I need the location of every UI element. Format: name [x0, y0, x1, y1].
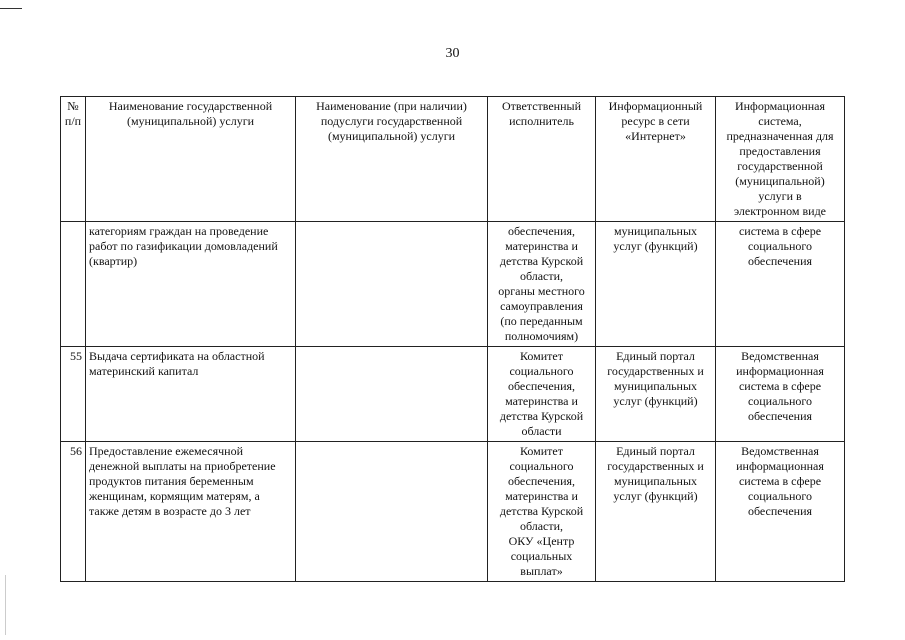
table-row — [61, 347, 845, 442]
system-cell: система в сфере социального обеспечения — [716, 222, 845, 347]
executor-cell: обеспечения, материнства и детства Курской области, органы местного самоуправления (по переданным полномочиям) — [488, 222, 596, 347]
page-number: 30 — [445, 46, 460, 61]
resource-cell: Единый портал государственных и муниципальных услуг (функций) — [596, 442, 716, 582]
system-cell: Ведомственная информационная система в сфере социального обеспечения — [716, 442, 845, 582]
services-table — [60, 96, 845, 582]
header-service-name: Наименование государственной (муниципальной) услуги — [86, 97, 296, 222]
subservice-cell — [296, 347, 488, 442]
service-name-cell: Предоставление ежемесячной денежной выплаты на приобретение продуктов питания беременным женщинам, кормящим матерям, а также детям в возрасте до 3 лет — [86, 442, 296, 582]
resource-cell: Единый портал государственных и муниципальных услуг (функций) — [596, 347, 716, 442]
header-number: № п/п — [61, 97, 86, 222]
resource-cell: муниципальных услуг (функций) — [596, 222, 716, 347]
table-row — [61, 222, 845, 347]
row-number — [61, 222, 86, 347]
header-executor: Ответственный исполнитель — [488, 97, 596, 222]
table-header-row — [61, 97, 845, 222]
executor-cell: Комитет социального обеспечения, материнства и детства Курской области, ОКУ «Центр социальных выплат» — [488, 442, 596, 582]
service-name-cell: Выдача сертификата на областной материнский капитал — [86, 347, 296, 442]
row-number: 56 — [61, 442, 86, 582]
scan-edge-mark — [5, 575, 6, 635]
service-name-cell: категориям граждан на проведение работ по газификации домовладений (квартир) — [86, 222, 296, 347]
subservice-cell — [296, 442, 488, 582]
header-information-system: Информационная система, предназначенная для предоставления государственной (муниципальной) услуги в электронном виде — [716, 97, 845, 222]
row-number: 55 — [61, 347, 86, 442]
subservice-cell — [296, 222, 488, 347]
executor-cell: Комитет социального обеспечения, материнства и детства Курской области — [488, 347, 596, 442]
scan-corner-mark — [0, 8, 22, 9]
header-subservice-name: Наименование (при наличии) подуслуги государственной (муниципальной) услуги — [296, 97, 488, 222]
header-internet-resource: Информационный ресурс в сети «Интернет» — [596, 97, 716, 222]
system-cell: Ведомственная информационная система в сфере социального обеспечения — [716, 347, 845, 442]
table-row — [61, 442, 845, 582]
